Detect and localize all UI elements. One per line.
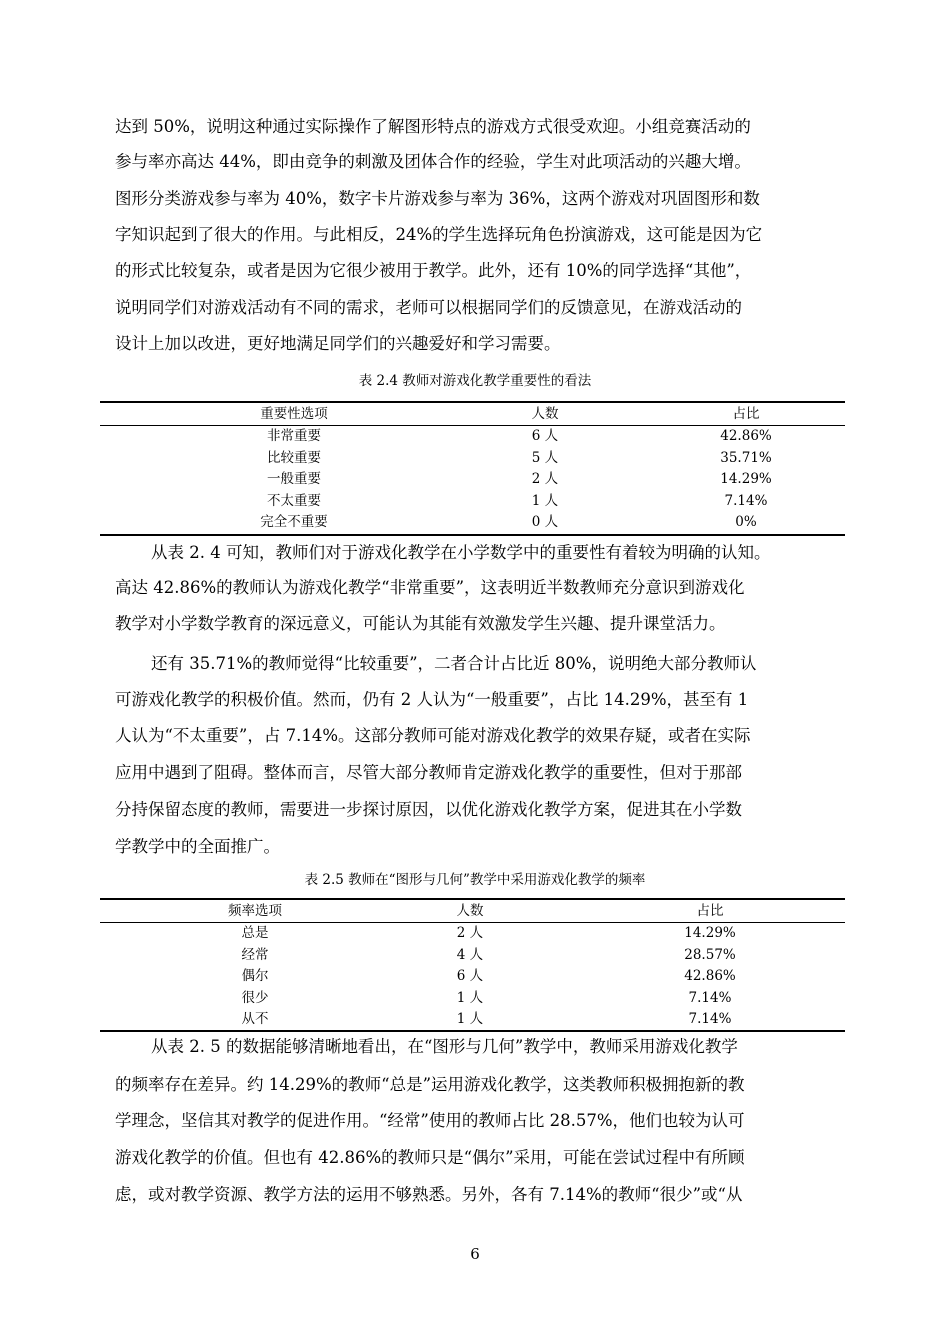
table-2-4 [100, 401, 845, 537]
text-line: 人认为“不太重要”，占 7.14%。这部分教师可能对游戏化教学的效果存疑，或者在实际 [115, 726, 751, 745]
table-cell: 35.71% [720, 450, 772, 466]
table-cell: 4 人 [456, 947, 484, 963]
table-cell: 1 人 [456, 1011, 484, 1027]
text-line: 从表 2. 4 可知，教师们对于游戏化教学在小学数学中的重要性有着较为明确的认知。 [151, 543, 771, 562]
text-line: 还有 35.71%的教师觉得“比较重要”，二者合计占比近 80%，说明绝大部分教师认 [151, 654, 757, 673]
table-cell: 2 人 [531, 471, 559, 487]
table-cell: 28.57% [684, 947, 736, 963]
text-line: 设计上加以改进，更好地满足同学们的兴趣爱好和学习需要。 [115, 334, 561, 353]
text-line: 学教学中的全面推广。 [115, 837, 280, 856]
table-cell: 0% [735, 514, 757, 530]
text-line: 的形式比较复杂，或者是因为它很少被用于教学。此外，还有 10%的同学选择“其他”， [115, 261, 752, 280]
table-cell: 经常 [241, 947, 269, 963]
text-line: 说明同学们对游戏活动有不同的需求，老师可以根据同学们的反馈意见，在游戏活动的 [115, 298, 742, 317]
table-2-5 [100, 898, 845, 1034]
table-cell: 6 人 [456, 968, 484, 984]
text-line: 应用中遇到了阻碍。整体而言，尽管大部分教师肯定游戏化教学的重要性，但对于那部 [115, 763, 742, 782]
text-line: 虑，或对教学资源、教学方法的运用不够熟悉。另外，各有 7.14%的教师“很少”或“从 [115, 1185, 743, 1204]
column-header: 占比 [696, 903, 724, 919]
column-header: 频率选项 [228, 903, 282, 919]
text-line: 可游戏化教学的积极价值。然而，仍有 2 人认为“一般重要”，占比 14.29%，甚至有 1 [115, 690, 749, 709]
table-row [100, 923, 845, 944]
table-bottom-rule [100, 1030, 845, 1032]
column-header: 占比 [732, 406, 760, 422]
table-top-rule [100, 401, 845, 403]
text-line: 的频率存在差异。约 14.29%的教师“总是”运用游戏化教学，这类教师积极拥抱新的教 [115, 1075, 745, 1094]
table-cell: 1 人 [456, 990, 484, 1006]
table-row [100, 988, 845, 1009]
table-cell: 2 人 [456, 925, 484, 941]
table-cell: 6 人 [531, 428, 559, 444]
table-cell: 总是 [241, 925, 269, 941]
table-cell: 不太重要 [267, 493, 321, 509]
table-cell: 一般重要 [267, 471, 321, 487]
table-bottom-rule [100, 534, 845, 536]
table-cell: 14.29% [684, 925, 736, 941]
text-line: 达到 50%，说明这种通过实际操作了解图形特点的游戏方式很受欢迎。小组竞赛活动的 [115, 117, 751, 136]
table-row [100, 448, 845, 469]
table-row [100, 966, 845, 987]
text-line: 字知识起到了很大的作用。与此相反，24%的学生选择玩角色扮演游戏，这可能是因为它 [115, 225, 763, 244]
table-cell: 偶尔 [241, 968, 269, 984]
table-header-row [100, 901, 845, 922]
text-line: 图形分类游戏参与率为 40%，数字卡片游戏参与率为 36%，这两个游戏对巩固图形和数 [115, 189, 760, 208]
table-cell: 非常重要 [267, 428, 321, 444]
table-cell: 从不 [241, 1011, 269, 1027]
table-cell: 7.14% [688, 1011, 732, 1027]
column-header: 人数 [531, 406, 559, 422]
table-row [100, 1009, 845, 1030]
table-row [100, 512, 845, 533]
table-caption-2-4: 表 2.4 教师对游戏化教学重要性的看法 [358, 373, 592, 389]
table-cell: 比较重要 [267, 450, 321, 466]
table-caption-2-5: 表 2.5 教师在“图形与几何”教学中采用游戏化教学的频率 [304, 872, 646, 888]
text-line: 教学对小学数学教育的深远意义，可能认为其能有效激发学生兴趣、提升课堂活力。 [115, 614, 726, 633]
text-line: 高达 42.86%的教师认为游戏化教学“非常重要”，这表明近半数教师充分意识到游戏化 [115, 578, 745, 597]
text-line: 分持保留态度的教师，需要进一步探讨原因，以优化游戏化教学方案，促进其在小学数 [115, 800, 742, 819]
table-top-rule [100, 898, 845, 900]
table-row [100, 491, 845, 512]
text-line: 从表 2. 5 的数据能够清晰地看出，在“图形与几何”教学中，教师采用游戏化教学 [151, 1037, 738, 1056]
table-cell: 完全不重要 [260, 514, 328, 530]
table-cell: 7.14% [724, 493, 768, 509]
column-header: 重要性选项 [260, 406, 328, 422]
table-row [100, 469, 845, 490]
text-line: 学理念，坚信其对教学的促进作用。“经常”使用的教师占比 28.57%，他们也较为认可 [115, 1111, 745, 1130]
text-line: 参与率亦高达 44%，即由竞争的刺激及团体合作的经验，学生对此项活动的兴趣大增。 [115, 152, 751, 171]
table-cell: 很少 [241, 990, 269, 1006]
table-header-row [100, 404, 845, 425]
page-number: 6 [470, 1245, 480, 1263]
table-row [100, 426, 845, 447]
column-header: 人数 [456, 903, 484, 919]
table-cell: 42.86% [684, 968, 736, 984]
table-cell: 1 人 [531, 493, 559, 509]
text-line: 游戏化教学的价值。但也有 42.86%的教师只是“偶尔”采用，可能在尝试过程中有所顾 [115, 1148, 745, 1167]
table-cell: 5 人 [531, 450, 559, 466]
table-cell: 42.86% [720, 428, 772, 444]
table-cell: 7.14% [688, 990, 732, 1006]
table-row [100, 945, 845, 966]
table-cell: 0 人 [531, 514, 559, 530]
table-cell: 14.29% [720, 471, 772, 487]
